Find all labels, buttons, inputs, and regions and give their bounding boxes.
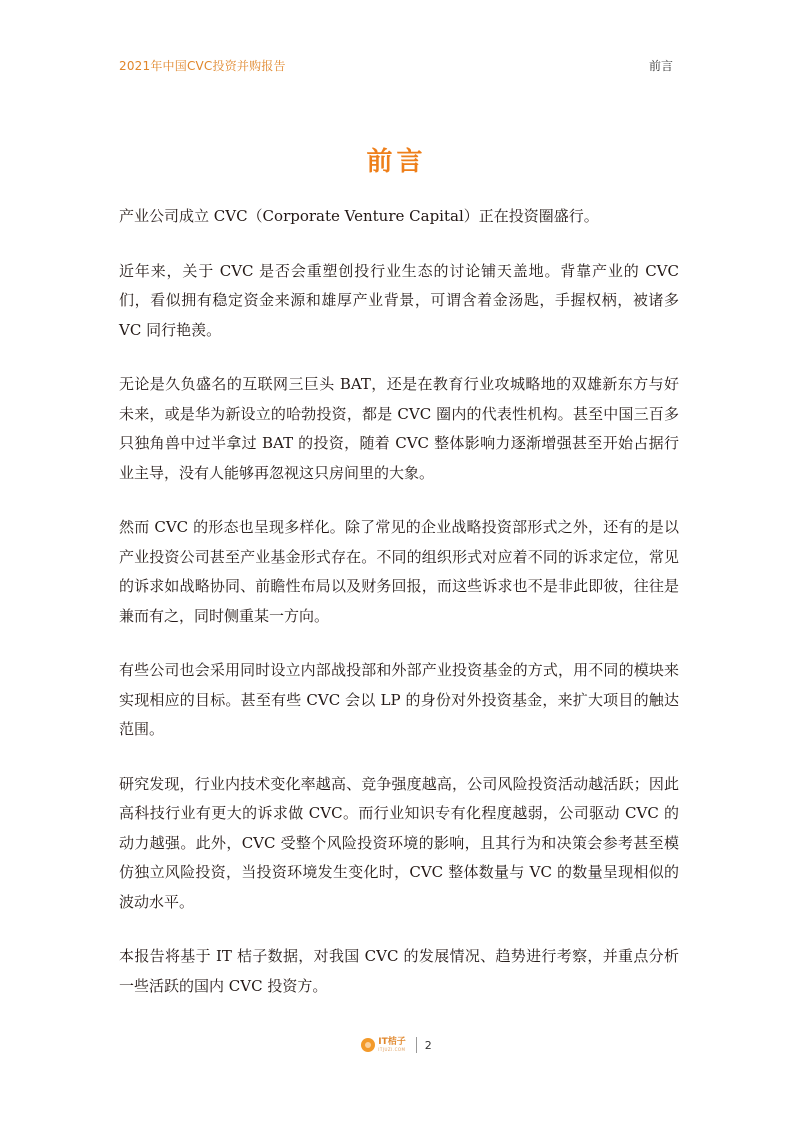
paragraph: 研究发现，行业内技术变化率越高、竞争强度越高，公司风险投资活动越活跃；因此高科技行业有更大的诉求做 CVC。而行业知识专有化程度越弱，公司驱动 CVC 的动力越强。此外，CVC 受整个风险投资环境的影响，且其行为和决策会参考甚至模仿独立风险投资，当投资环境发生变化时，CVC 整体数量与 VC 的数量呈现相似的波动水平。 [119,774,679,911]
logo-subtext: ITJUZI.COM [378,1047,406,1052]
page-title: 前言 [366,147,427,177]
body-text [119,202,679,1026]
page-footer [0,1037,793,1053]
paragraph: 无论是久负盛名的互联网三巨头 BAT，还是在教育行业攻城略地的双雄新东方与好未来，或是华为新设立的哈勃投资，都是 CVC 圈内的代表性机构。甚至中国三百多只独角兽中过半拿过 BAT 的投资，随着 CVC 整体影响力逐渐增强甚至开始占据行业主导，没有人能够再忽视这只房间里的大象。 [119,375,679,482]
paragraph: 产业公司成立 CVC（Corporate Venture Capital）正在投资圈盛行。 [119,207,599,225]
paragraph: 本报告将基于 IT 桔子数据，对我国 CVC 的发展情况、趋势进行考察，并重点分析一些活跃的国内 CVC 投资方。 [119,947,679,995]
paragraph: 然而 CVC 的形态也呈现多样化。除了常见的企业战略投资部形式之外，还有的是以产业投资公司甚至产业基金形式存在。不同的组织形式对应着不同的诉求定位，常见的诉求如战略协同、前瞻性布局以及财务回报，而这些诉求也不是非此即彼，往往是兼而有之，同时侧重某一方向。 [119,518,679,625]
paragraph: 有些公司也会采用同时设立内部战投部和外部产业投资基金的方式，用不同的模块来实现相应的目标。甚至有些 CVC 会以 LP 的身份对外投资基金，来扩大项目的触达范围。 [119,661,679,738]
itjuzi-logo [361,1038,406,1052]
logo-text: IT桔子 [378,1037,406,1047]
footer-divider [416,1037,417,1053]
orange-logo-icon [361,1038,375,1052]
section-label: 前言 [648,59,673,73]
page-number: 2 [424,1038,432,1052]
report-title: 2021年中国CVC投资并购报告 [119,59,286,73]
paragraph: 近年来，关于 CVC 是否会重塑创投行业生态的讨论铺天盖地。背靠产业的 CVC 们，看似拥有稳定资金来源和雄厚产业背景，可谓含着金汤匙，手握权柄，被诸多 VC 同行艳羡。 [119,261,679,339]
